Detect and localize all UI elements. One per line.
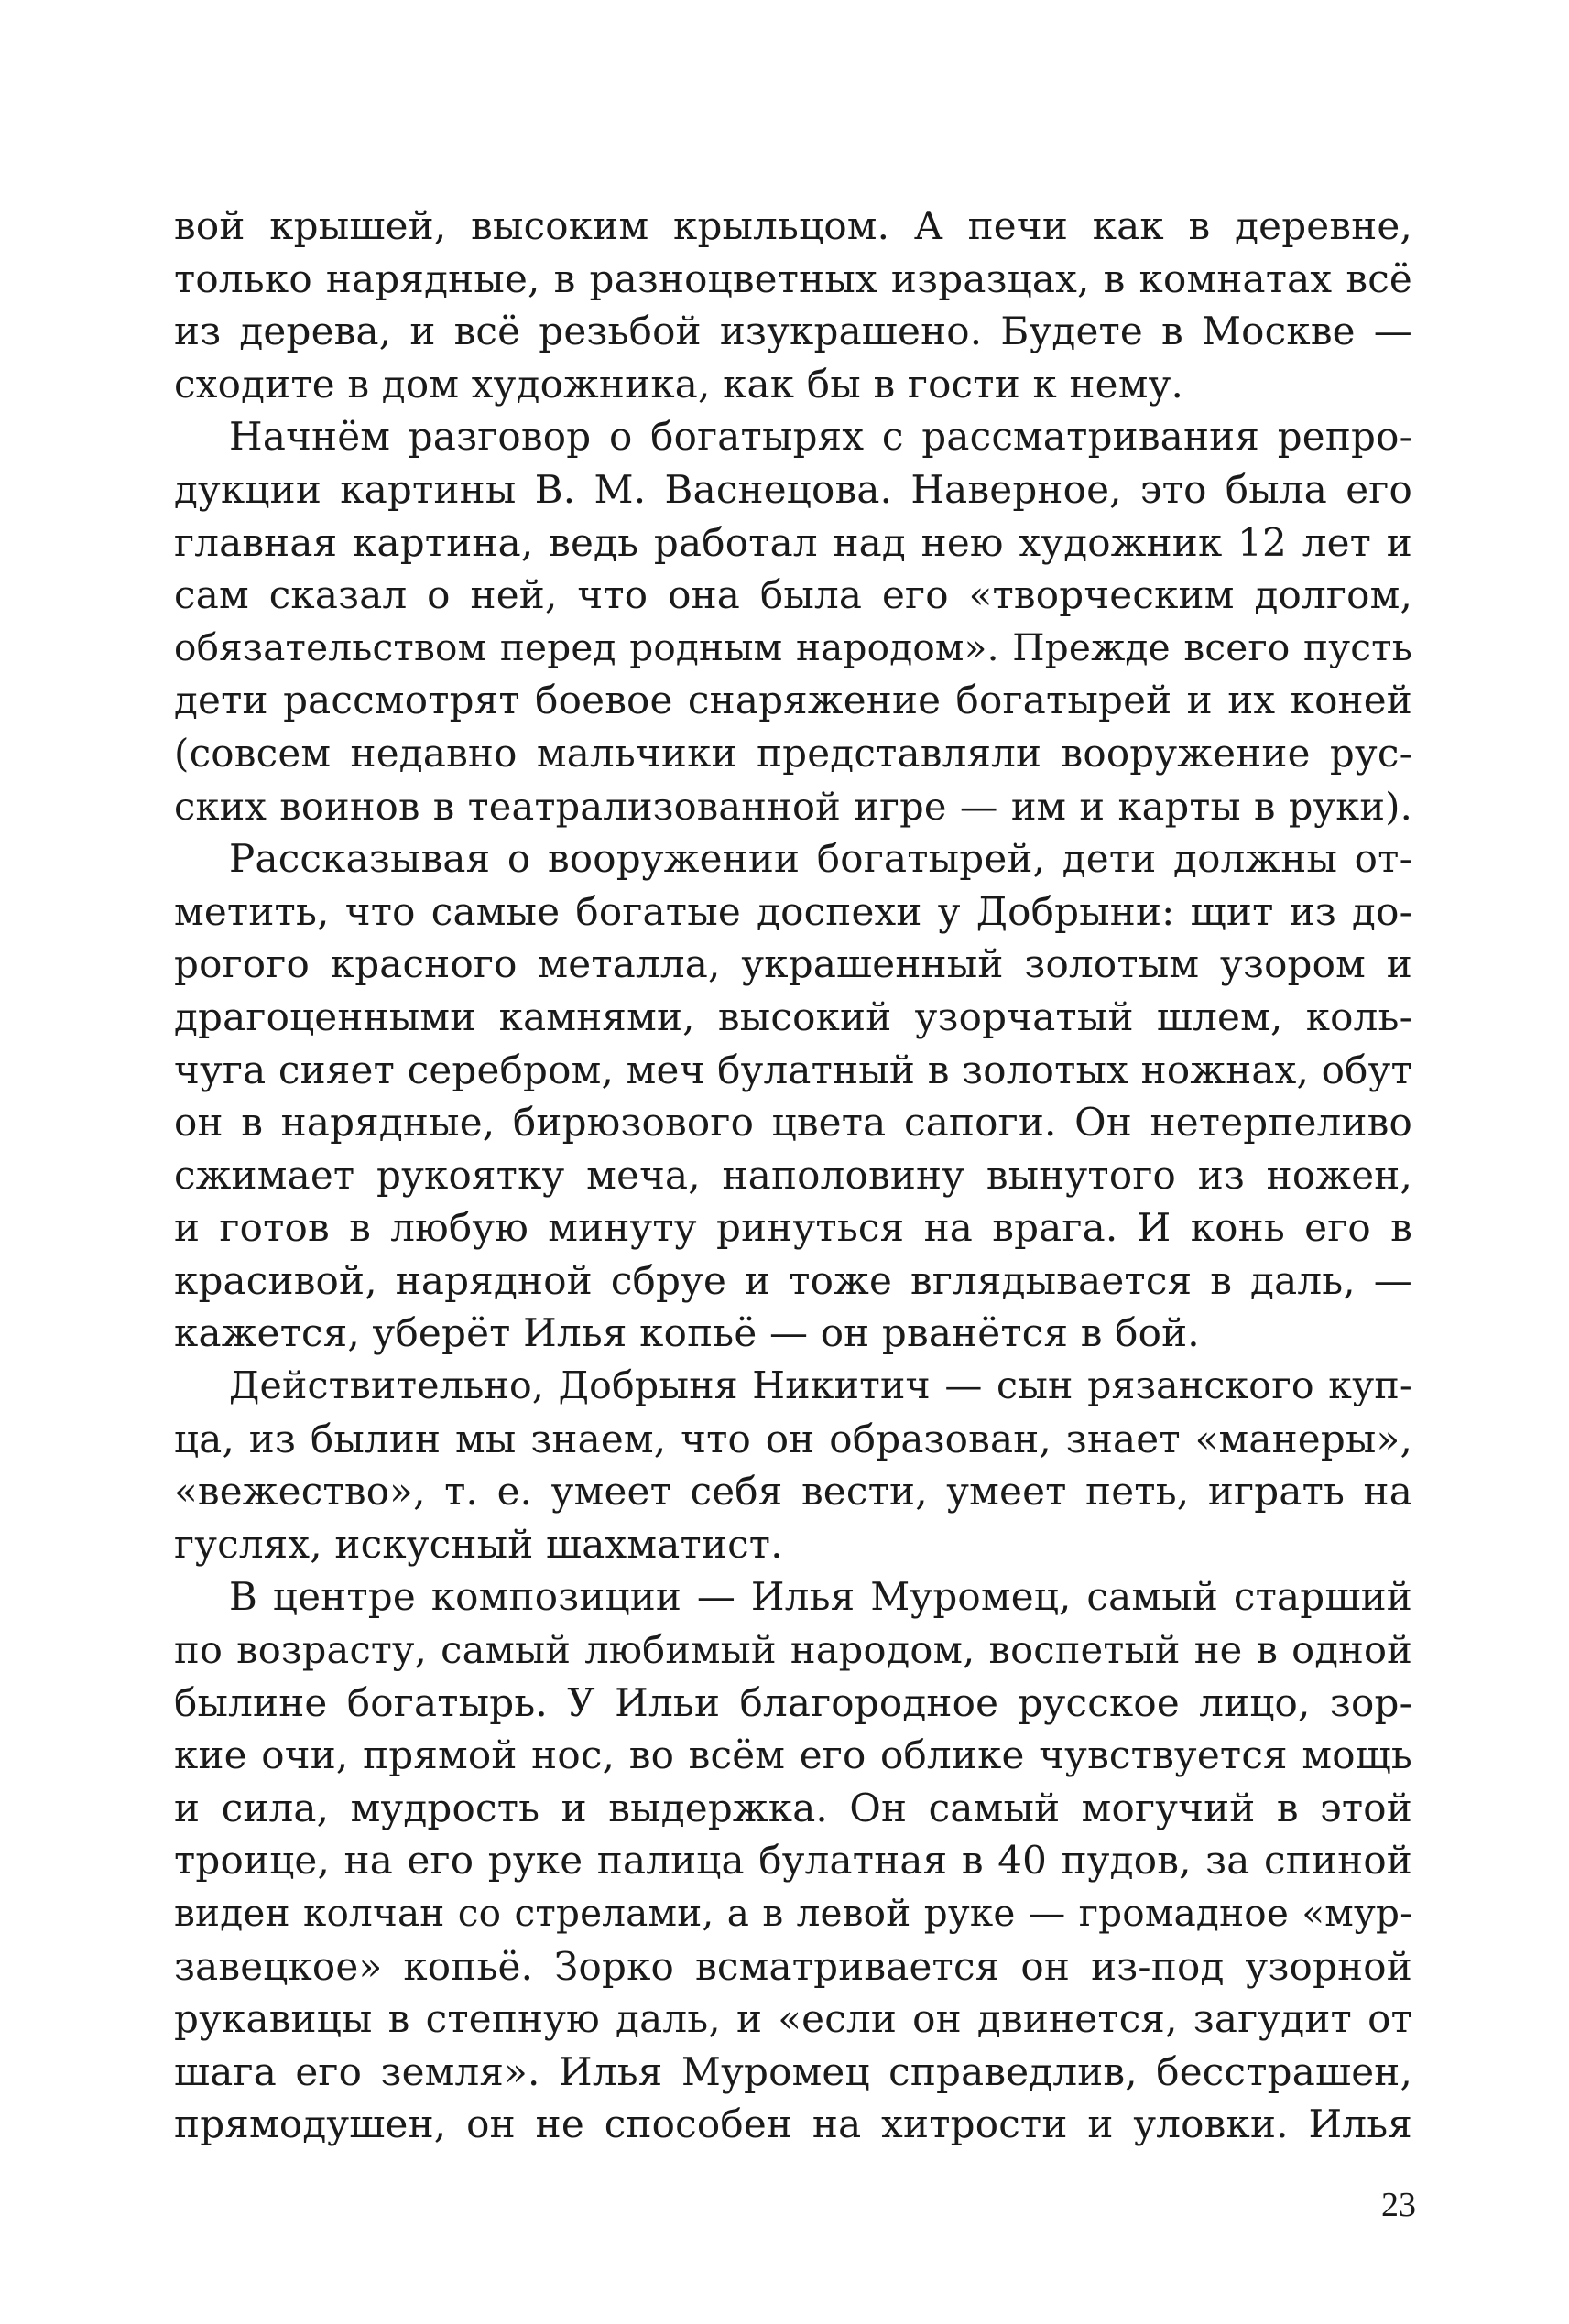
text-line: дукции картины В. М. Васнецова. Наверное, это была его xyxy=(174,466,1412,512)
text-line: рогого красного металла, украшенный золотым узором и xyxy=(174,941,1412,987)
text-line: былине богатырь. У Ильи благородное русское лицо, зор- xyxy=(174,1679,1412,1725)
paragraph-4 xyxy=(174,1360,1412,1570)
text-line: Рассказывая о вооружении богатырей, дети должны от- xyxy=(229,836,1412,882)
text-line: ских воинов в театрализованной игре — им и карты в руки). xyxy=(174,783,1412,829)
paragraph-3 xyxy=(174,832,1412,1360)
text-line: сам сказал о ней, что она была его «творческим долгом, xyxy=(174,572,1412,618)
text-line: сходите в дом художника, как бы в гости к нему. xyxy=(174,361,1184,407)
text-line: метить, что самые богатые доспехи у Добрыни: щит из до- xyxy=(174,888,1412,934)
text-line: кажется, уберёт Илья копьё — он рванётся в бой. xyxy=(174,1310,1200,1356)
text-line: Начнём разговор о богатырях с рассматривания репро- xyxy=(229,414,1412,460)
page-number: 23 xyxy=(1381,2186,1416,2224)
text-line: ца, из былин мы знаем, что он образован, знает «манеры», xyxy=(174,1416,1412,1461)
text-line: сжимает рукоятку меча, наполовину вынутого из ножен, xyxy=(174,1152,1412,1198)
text-line: обязательством перед родным народом». Прежде всего пусть xyxy=(174,624,1412,669)
text-line: (совсем недавно мальчики представляли вооружение рус- xyxy=(174,730,1412,776)
page-body xyxy=(174,200,1412,2151)
text-line: драгоценными камнями, высокий узорчатый шлем, коль- xyxy=(174,994,1412,1039)
paragraph-5 xyxy=(174,1570,1412,2151)
text-line: гуслях, искусный шахматист. xyxy=(174,1521,783,1567)
text-line: чуга сияет серебром, меч булатный в золотых ножнах, обут xyxy=(174,1047,1412,1092)
text-line: завецкое» копьё. Зорко всматривается он из-под узорной xyxy=(174,1943,1412,1989)
text-line: из дерева, и всё резьбой изукрашено. Будете в Москве — xyxy=(174,309,1412,354)
text-line: вой крышей, высоким крыльцом. А печи как в деревне, xyxy=(174,203,1412,248)
text-line: Действительно, Добрыня Никитич — сын рязанского куп- xyxy=(229,1363,1412,1408)
text-line: дети рассмотрят боевое снаряжение богатырей и их коней xyxy=(174,678,1412,723)
text-line: рукавицы в степную даль, и «если он двинется, загудит от xyxy=(174,1996,1412,2042)
text-line: кие очи, прямой нос, во всём его облике чувствуется мощь xyxy=(174,1732,1412,1778)
text-line: по возрасту, самый любимый народом, воспетый не в одной xyxy=(174,1627,1412,1673)
text-line: и сила, мудрость и выдержка. Он самый могучий в этой xyxy=(174,1785,1412,1830)
text-line: главная картина, ведь работал над нею художник 12 лет и xyxy=(174,519,1412,565)
paragraph-2 xyxy=(174,410,1412,832)
paragraph-1 xyxy=(174,200,1412,410)
text-line: прямодушен, он не способен на хитрости и уловки. Илья xyxy=(174,2101,1412,2147)
text-line: только нарядные, в разноцветных изразцах, в комнатах всё xyxy=(174,255,1412,301)
text-line: В центре композиции — Илья Муромец, самый старший xyxy=(229,1574,1412,1620)
text-line: красивой, нарядной сбруе и тоже вглядывается в даль, — xyxy=(174,1257,1412,1303)
text-line: шага его земля». Илья Муромец справедлив, бесстрашен, xyxy=(174,2048,1412,2094)
text-line: виден колчан со стрелами, а в левой руке — громадное «мур- xyxy=(174,1891,1412,1935)
text-line: троице, на его руке палица булатная в 40 пудов, за спиной xyxy=(174,1838,1412,1884)
text-line: он в нарядные, бирюзового цвета сапоги. Он нетерпеливо xyxy=(174,1100,1412,1146)
text-line: и готов в любую минуту ринуться на врага. И конь его в xyxy=(174,1205,1412,1251)
text-line: «вежество», т. е. умеет себя вести, умеет петь, играть на xyxy=(174,1469,1412,1515)
